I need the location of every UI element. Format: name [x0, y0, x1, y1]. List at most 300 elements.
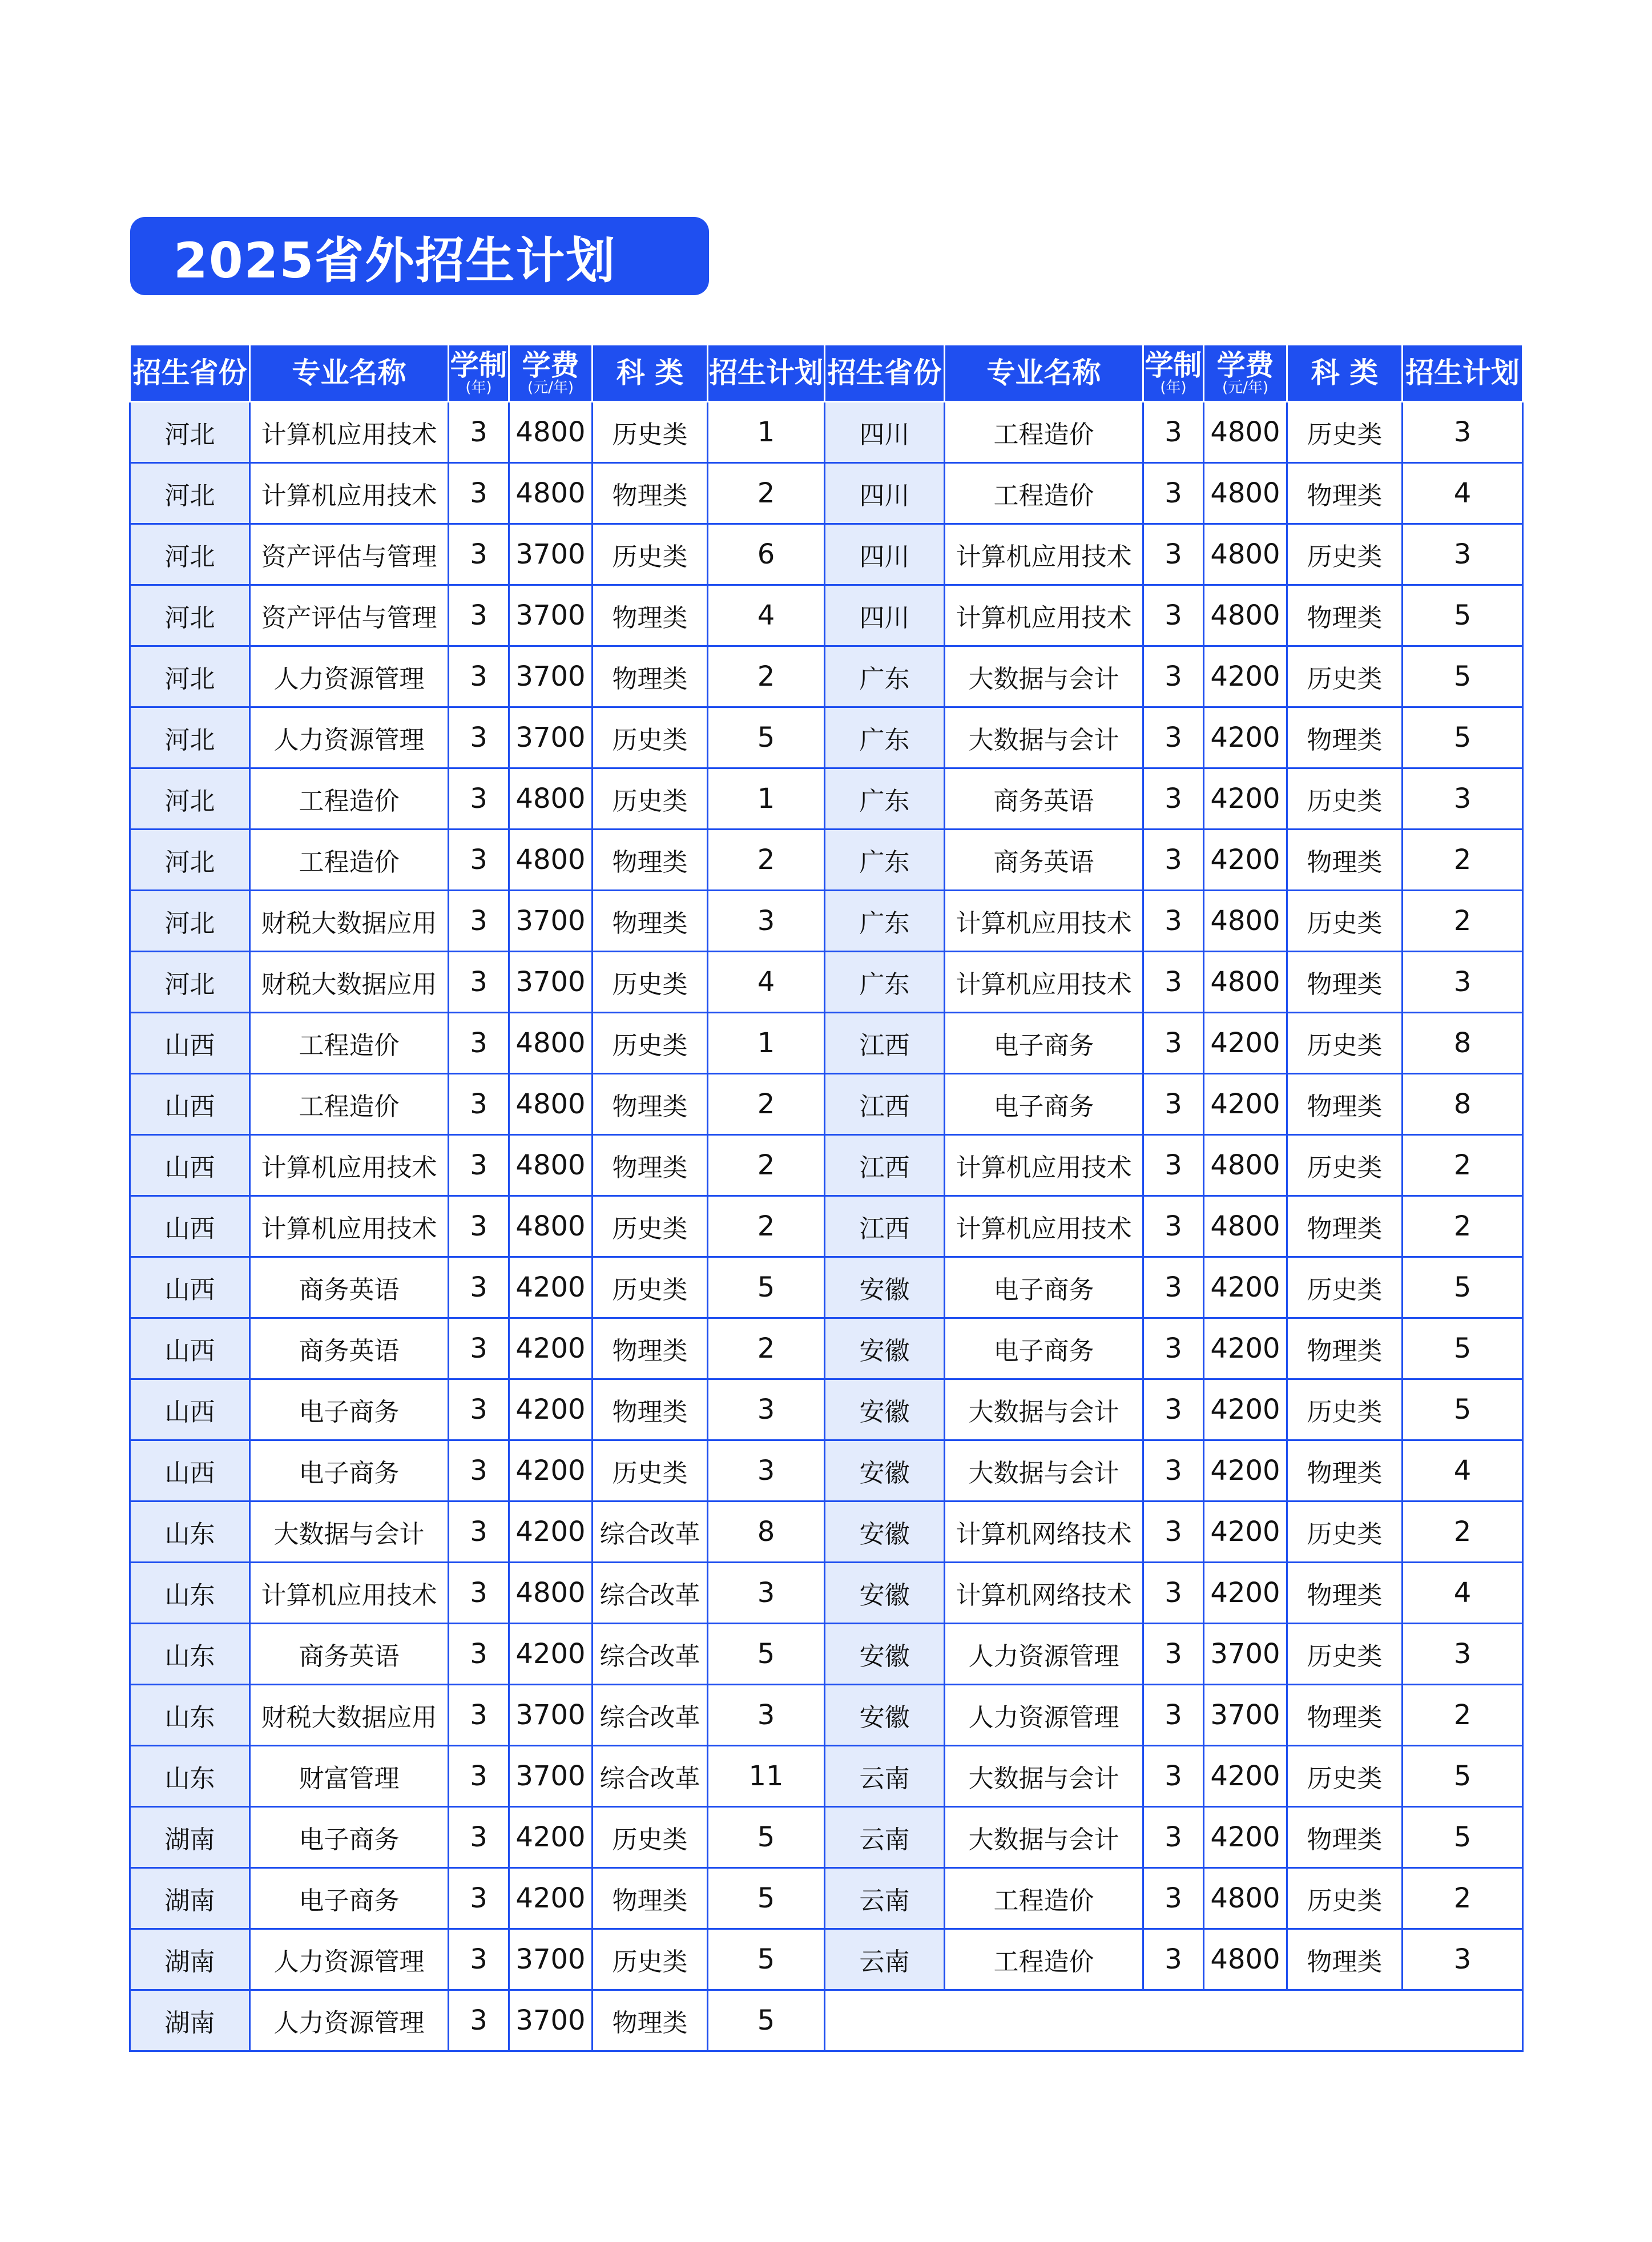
table-header-row: [130, 345, 1523, 402]
cell-province: 山西: [130, 1440, 250, 1502]
cell-fee: 4200: [1204, 1563, 1287, 1624]
cell-fee: 4800: [509, 1013, 593, 1074]
cell-duration: 3: [449, 1257, 509, 1318]
title-banner: [130, 217, 709, 295]
cell-major: 人力资源管理: [250, 1990, 449, 2051]
cell-fee: 4800: [1204, 1929, 1287, 1990]
cell-duration: 3: [449, 1440, 509, 1502]
cell-category: 综合改革: [593, 1746, 708, 1807]
cell-category: 物理类: [1287, 1074, 1403, 1135]
cell-plan: 5: [708, 1257, 825, 1318]
cell-province: 江西: [825, 1074, 945, 1135]
cell-category: 历史类: [593, 1807, 708, 1868]
cell-plan: 3: [1403, 1929, 1523, 1990]
cell-major: 商务英语: [945, 768, 1143, 830]
table-row: [130, 1318, 1523, 1379]
cell-plan: 1: [708, 768, 825, 830]
header-fee-label: 学费: [1216, 348, 1274, 382]
cell-major: 人力资源管理: [250, 646, 449, 707]
cell-province: 河北: [130, 830, 250, 891]
table-row: [130, 646, 1523, 707]
cell-fee: 4200: [509, 1440, 593, 1502]
cell-plan: 2: [1403, 891, 1523, 952]
table-row: [130, 1440, 1523, 1502]
cell-province: 广东: [825, 646, 945, 707]
cell-category: 历史类: [593, 1013, 708, 1074]
cell-duration: 3: [1143, 402, 1204, 463]
cell-province: 安徽: [825, 1440, 945, 1502]
enrollment-plan-table: [129, 344, 1524, 2052]
cell-province: 河北: [130, 646, 250, 707]
cell-province: 山东: [130, 1563, 250, 1624]
cell-category: 历史类: [593, 1196, 708, 1257]
table-row: [130, 891, 1523, 952]
cell-fee: 4800: [1204, 891, 1287, 952]
header-fee: [509, 345, 593, 402]
cell-plan: 3: [708, 1685, 825, 1746]
cell-duration: 3: [1143, 1013, 1204, 1074]
header-category: 科 类: [593, 345, 708, 402]
cell-major: 电子商务: [945, 1318, 1143, 1379]
cell-category: 物理类: [593, 891, 708, 952]
cell-province: 云南: [825, 1746, 945, 1807]
cell-province: 广东: [825, 891, 945, 952]
cell-category: 物理类: [1287, 707, 1403, 768]
cell-fee: 4200: [1204, 1746, 1287, 1807]
cell-duration: 3: [1143, 1318, 1204, 1379]
cell-province: 山西: [130, 1257, 250, 1318]
cell-major: 人力资源管理: [945, 1624, 1143, 1685]
cell-duration: 3: [1143, 463, 1204, 524]
cell-plan: 5: [1403, 1318, 1523, 1379]
cell-plan: 8: [1403, 1013, 1523, 1074]
cell-duration: 3: [1143, 1868, 1204, 1929]
table-row: [130, 1074, 1523, 1135]
cell-province: 河北: [130, 524, 250, 585]
cell-fee: 4800: [509, 768, 593, 830]
cell-fee: 4200: [509, 1807, 593, 1868]
cell-province: 广东: [825, 830, 945, 891]
cell-duration: 3: [1143, 1929, 1204, 1990]
cell-plan: 5: [708, 1929, 825, 1990]
cell-major: 计算机应用技术: [250, 1135, 449, 1196]
cell-fee: 4200: [509, 1379, 593, 1440]
cell-fee: 4200: [1204, 1502, 1287, 1563]
cell-category: 历史类: [1287, 1379, 1403, 1440]
cell-fee: 4800: [509, 1135, 593, 1196]
cell-plan: 2: [1403, 1196, 1523, 1257]
cell-fee: 4800: [1204, 1868, 1287, 1929]
header-duration-unit: (年): [1160, 379, 1187, 397]
cell-major: 计算机应用技术: [250, 1196, 449, 1257]
cell-duration: 3: [449, 1624, 509, 1685]
cell-plan: 4: [708, 952, 825, 1013]
table-row: [130, 524, 1523, 585]
cell-major: 人力资源管理: [250, 1929, 449, 1990]
cell-province: 湖南: [130, 1807, 250, 1868]
cell-province: 山西: [130, 1074, 250, 1135]
cell-major: 工程造价: [250, 1074, 449, 1135]
cell-plan: 2: [1403, 1685, 1523, 1746]
cell-plan: 4: [1403, 1563, 1523, 1624]
cell-duration: 3: [1143, 1074, 1204, 1135]
cell-fee: 4200: [1204, 1013, 1287, 1074]
cell-major: 计算机应用技术: [945, 952, 1143, 1013]
cell-major: 商务英语: [250, 1624, 449, 1685]
cell-fee: 4800: [1204, 402, 1287, 463]
cell-plan: 2: [708, 1196, 825, 1257]
table-body: [130, 402, 1523, 2051]
cell-category: 历史类: [593, 1257, 708, 1318]
header-duration: [1143, 345, 1204, 402]
cell-province: 河北: [130, 463, 250, 524]
cell-plan: 2: [1403, 1502, 1523, 1563]
cell-fee: 4800: [1204, 463, 1287, 524]
cell-plan: 5: [1403, 707, 1523, 768]
table-row: [130, 952, 1523, 1013]
cell-major: 电子商务: [250, 1379, 449, 1440]
table-row: [130, 1807, 1523, 1868]
cell-fee: 3700: [509, 1990, 593, 2051]
cell-province: 安徽: [825, 1563, 945, 1624]
cell-fee: 4200: [509, 1257, 593, 1318]
cell-category: 历史类: [593, 1440, 708, 1502]
cell-category: 历史类: [1287, 524, 1403, 585]
cell-duration: 3: [449, 952, 509, 1013]
cell-plan: 2: [708, 1318, 825, 1379]
cell-plan: 1: [708, 1013, 825, 1074]
cell-plan: 5: [1403, 1807, 1523, 1868]
cell-major: 工程造价: [945, 463, 1143, 524]
cell-category: 历史类: [1287, 1746, 1403, 1807]
cell-province: 湖南: [130, 1990, 250, 2051]
cell-category: 物理类: [1287, 463, 1403, 524]
header-province: 招生省份: [825, 345, 945, 402]
cell-province: 江西: [825, 1135, 945, 1196]
cell-plan: 2: [1403, 1135, 1523, 1196]
cell-category: 物理类: [593, 1990, 708, 2051]
cell-duration: 3: [449, 585, 509, 646]
cell-category: 历史类: [1287, 768, 1403, 830]
cell-category: 历史类: [593, 707, 708, 768]
cell-province: 河北: [130, 952, 250, 1013]
cell-duration: 3: [449, 1196, 509, 1257]
cell-major: 电子商务: [945, 1074, 1143, 1135]
empty-cell: [825, 1990, 1523, 2051]
cell-category: 物理类: [1287, 1196, 1403, 1257]
table-row: [130, 707, 1523, 768]
cell-category: 物理类: [593, 646, 708, 707]
cell-province: 山西: [130, 1135, 250, 1196]
cell-major: 财税大数据应用: [250, 952, 449, 1013]
cell-fee: 4800: [1204, 1135, 1287, 1196]
cell-duration: 3: [1143, 1746, 1204, 1807]
cell-province: 四川: [825, 585, 945, 646]
cell-major: 工程造价: [250, 830, 449, 891]
cell-category: 物理类: [1287, 585, 1403, 646]
cell-province: 河北: [130, 891, 250, 952]
header-fee-label: 学费: [522, 348, 579, 382]
cell-duration: 3: [1143, 830, 1204, 891]
cell-major: 商务英语: [250, 1257, 449, 1318]
cell-province: 广东: [825, 768, 945, 830]
table-row: [130, 830, 1523, 891]
cell-province: 云南: [825, 1868, 945, 1929]
cell-major: 工程造价: [250, 1013, 449, 1074]
cell-major: 大数据与会计: [945, 646, 1143, 707]
cell-category: 物理类: [1287, 830, 1403, 891]
cell-fee: 3700: [509, 891, 593, 952]
cell-province: 山西: [130, 1196, 250, 1257]
cell-major: 电子商务: [945, 1013, 1143, 1074]
cell-category: 物理类: [1287, 1440, 1403, 1502]
cell-fee: 4200: [1204, 1318, 1287, 1379]
cell-major: 电子商务: [945, 1257, 1143, 1318]
cell-major: 计算机网络技术: [945, 1502, 1143, 1563]
cell-category: 物理类: [593, 830, 708, 891]
table-row: [130, 1868, 1523, 1929]
cell-province: 四川: [825, 402, 945, 463]
cell-category: 历史类: [593, 952, 708, 1013]
header-plan: 招生计划: [1403, 345, 1523, 402]
cell-plan: 4: [1403, 463, 1523, 524]
cell-duration: 3: [1143, 1196, 1204, 1257]
cell-category: 物理类: [1287, 1563, 1403, 1624]
cell-plan: 3: [1403, 524, 1523, 585]
cell-province: 湖南: [130, 1929, 250, 1990]
cell-duration: 3: [449, 524, 509, 585]
cell-province: 安徽: [825, 1685, 945, 1746]
cell-province: 安徽: [825, 1318, 945, 1379]
cell-major: 人力资源管理: [250, 707, 449, 768]
cell-province: 河北: [130, 585, 250, 646]
cell-duration: 3: [449, 1135, 509, 1196]
header-category: 科 类: [1287, 345, 1403, 402]
cell-duration: 3: [449, 1868, 509, 1929]
cell-category: 历史类: [1287, 1868, 1403, 1929]
table-row: [130, 1379, 1523, 1440]
cell-duration: 3: [449, 707, 509, 768]
cell-fee: 4800: [1204, 585, 1287, 646]
cell-plan: 5: [708, 1868, 825, 1929]
cell-category: 综合改革: [593, 1502, 708, 1563]
cell-province: 山西: [130, 1013, 250, 1074]
cell-category: 历史类: [593, 524, 708, 585]
cell-duration: 3: [449, 1318, 509, 1379]
cell-fee: 3700: [509, 952, 593, 1013]
table-row: [130, 402, 1523, 463]
cell-fee: 4800: [509, 1563, 593, 1624]
cell-province: 河北: [130, 402, 250, 463]
cell-province: 云南: [825, 1807, 945, 1868]
cell-plan: 2: [708, 830, 825, 891]
table-row: [130, 1624, 1523, 1685]
cell-major: 计算机应用技术: [250, 1563, 449, 1624]
table-row: [130, 1929, 1523, 1990]
cell-plan: 4: [708, 585, 825, 646]
cell-major: 电子商务: [250, 1440, 449, 1502]
cell-category: 历史类: [1287, 891, 1403, 952]
cell-major: 计算机应用技术: [945, 1135, 1143, 1196]
cell-major: 大数据与会计: [250, 1502, 449, 1563]
cell-duration: 3: [449, 1013, 509, 1074]
cell-category: 综合改革: [593, 1624, 708, 1685]
cell-fee: 4800: [509, 1074, 593, 1135]
cell-major: 计算机应用技术: [250, 402, 449, 463]
cell-province: 山东: [130, 1746, 250, 1807]
cell-fee: 4200: [509, 1502, 593, 1563]
cell-duration: 3: [1143, 1257, 1204, 1318]
cell-major: 大数据与会计: [945, 1807, 1143, 1868]
cell-category: 物理类: [593, 1135, 708, 1196]
cell-fee: 4800: [509, 463, 593, 524]
table-row: [130, 768, 1523, 830]
cell-duration: 3: [1143, 1563, 1204, 1624]
cell-fee: 4200: [1204, 1379, 1287, 1440]
cell-plan: 2: [1403, 1868, 1523, 1929]
table-row: [130, 463, 1523, 524]
cell-duration: 3: [1143, 1135, 1204, 1196]
cell-province: 河北: [130, 768, 250, 830]
cell-fee: 3700: [509, 1685, 593, 1746]
cell-category: 历史类: [1287, 1502, 1403, 1563]
cell-major: 大数据与会计: [945, 707, 1143, 768]
cell-major: 工程造价: [945, 1929, 1143, 1990]
cell-fee: 3700: [509, 646, 593, 707]
cell-duration: 3: [449, 1563, 509, 1624]
cell-plan: 5: [708, 1807, 825, 1868]
cell-major: 计算机应用技术: [945, 585, 1143, 646]
cell-category: 物理类: [593, 1074, 708, 1135]
cell-fee: 4200: [509, 1868, 593, 1929]
header-fee: [1204, 345, 1287, 402]
cell-category: 历史类: [1287, 402, 1403, 463]
cell-duration: 3: [449, 1746, 509, 1807]
cell-category: 历史类: [1287, 1135, 1403, 1196]
cell-duration: 3: [449, 1929, 509, 1990]
header-fee-unit: (元/年): [1222, 379, 1269, 397]
cell-fee: 4800: [509, 830, 593, 891]
cell-province: 安徽: [825, 1502, 945, 1563]
cell-plan: 11: [708, 1746, 825, 1807]
table-row: [130, 1746, 1523, 1807]
cell-duration: 3: [1143, 1379, 1204, 1440]
header-fee-unit: (元/年): [527, 379, 574, 397]
cell-major: 计算机应用技术: [945, 524, 1143, 585]
cell-major: 商务英语: [945, 830, 1143, 891]
cell-major: 资产评估与管理: [250, 524, 449, 585]
cell-duration: 3: [449, 402, 509, 463]
table-row: [130, 1196, 1523, 1257]
cell-plan: 2: [708, 1074, 825, 1135]
cell-category: 物理类: [593, 1379, 708, 1440]
cell-fee: 4200: [1204, 1807, 1287, 1868]
cell-plan: 2: [708, 646, 825, 707]
cell-category: 物理类: [1287, 1929, 1403, 1990]
table-row: [130, 585, 1523, 646]
cell-plan: 3: [1403, 402, 1523, 463]
cell-province: 山西: [130, 1379, 250, 1440]
cell-province: 山东: [130, 1502, 250, 1563]
cell-category: 物理类: [1287, 1685, 1403, 1746]
header-major: 专业名称: [945, 345, 1143, 402]
header-duration-label: 学制: [450, 348, 507, 382]
cell-plan: 2: [708, 1135, 825, 1196]
cell-province: 山西: [130, 1318, 250, 1379]
cell-major: 工程造价: [945, 1868, 1143, 1929]
cell-duration: 3: [449, 1990, 509, 2051]
cell-duration: 3: [1143, 768, 1204, 830]
cell-province: 安徽: [825, 1624, 945, 1685]
cell-province: 山东: [130, 1624, 250, 1685]
cell-fee: 3700: [509, 585, 593, 646]
cell-duration: 3: [449, 463, 509, 524]
cell-duration: 3: [1143, 1624, 1204, 1685]
cell-category: 历史类: [1287, 646, 1403, 707]
cell-province: 湖南: [130, 1868, 250, 1929]
page-title: 2025省外招生计划: [174, 232, 617, 289]
cell-province: 安徽: [825, 1257, 945, 1318]
cell-category: 历史类: [1287, 1257, 1403, 1318]
cell-duration: 3: [1143, 952, 1204, 1013]
cell-plan: 5: [1403, 1746, 1523, 1807]
cell-duration: 3: [1143, 891, 1204, 952]
cell-category: 综合改革: [593, 1685, 708, 1746]
table-row: [130, 1563, 1523, 1624]
table-row: [130, 1257, 1523, 1318]
cell-category: 物理类: [1287, 1807, 1403, 1868]
cell-major: 财富管理: [250, 1746, 449, 1807]
cell-major: 人力资源管理: [945, 1685, 1143, 1746]
cell-major: 工程造价: [250, 768, 449, 830]
header-province: 招生省份: [130, 345, 250, 402]
cell-major: 大数据与会计: [945, 1440, 1143, 1502]
table-row: [130, 1685, 1523, 1746]
cell-plan: 8: [1403, 1074, 1523, 1135]
cell-category: 物理类: [1287, 1318, 1403, 1379]
header-major: 专业名称: [250, 345, 449, 402]
cell-category: 历史类: [593, 402, 708, 463]
cell-province: 安徽: [825, 1379, 945, 1440]
cell-plan: 1: [708, 402, 825, 463]
cell-major: 计算机网络技术: [945, 1563, 1143, 1624]
cell-fee: 3700: [509, 1746, 593, 1807]
cell-duration: 3: [449, 1379, 509, 1440]
cell-fee: 3700: [509, 524, 593, 585]
cell-duration: 3: [449, 646, 509, 707]
cell-plan: 3: [1403, 768, 1523, 830]
cell-fee: 4200: [1204, 830, 1287, 891]
cell-fee: 4800: [509, 1196, 593, 1257]
cell-plan: 3: [1403, 1624, 1523, 1685]
cell-fee: 4200: [1204, 707, 1287, 768]
cell-plan: 6: [708, 524, 825, 585]
table-row: [130, 1135, 1523, 1196]
cell-plan: 2: [708, 463, 825, 524]
cell-province: 山东: [130, 1685, 250, 1746]
cell-fee: 4800: [1204, 524, 1287, 585]
cell-category: 历史类: [1287, 1013, 1403, 1074]
cell-plan: 3: [708, 1379, 825, 1440]
cell-category: 物理类: [593, 463, 708, 524]
cell-duration: 3: [1143, 1502, 1204, 1563]
cell-major: 资产评估与管理: [250, 585, 449, 646]
cell-major: 计算机应用技术: [945, 891, 1143, 952]
header-duration-unit: (年): [465, 379, 492, 397]
cell-fee: 4200: [1204, 768, 1287, 830]
cell-province: 广东: [825, 952, 945, 1013]
cell-duration: 3: [1143, 646, 1204, 707]
